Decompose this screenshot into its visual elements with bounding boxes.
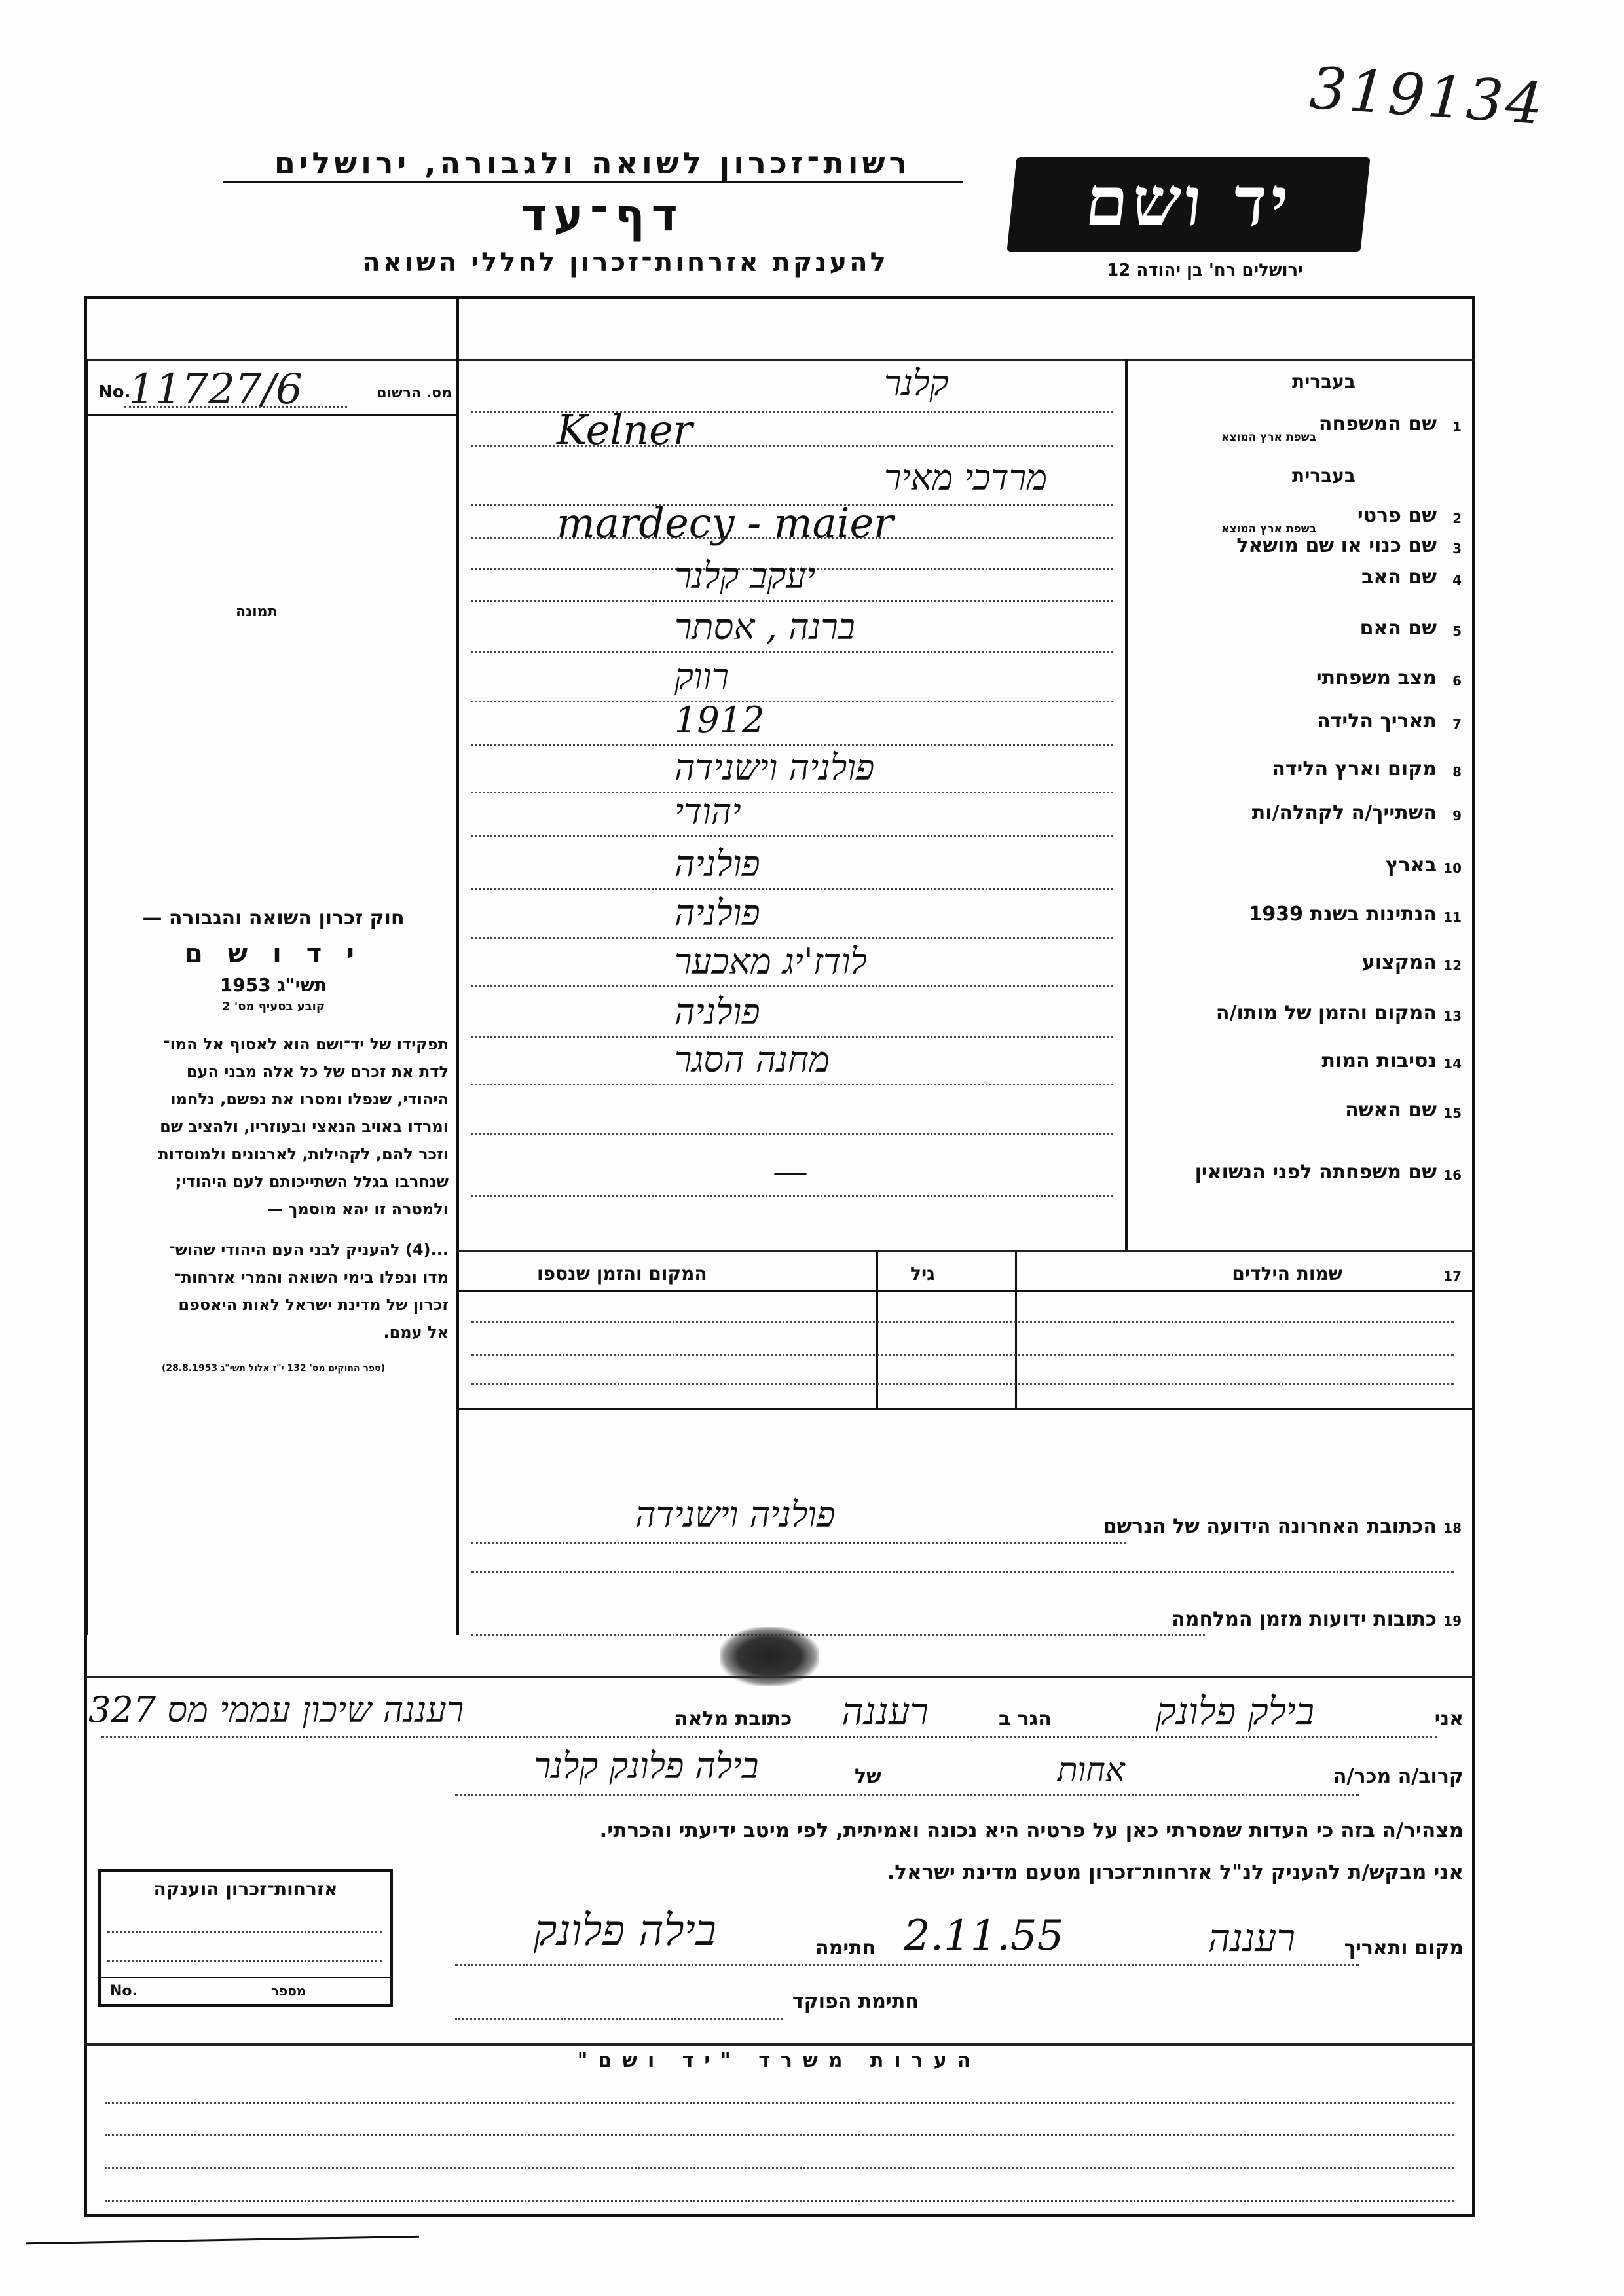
field-row[interactable] bbox=[458, 606, 1473, 657]
field-label: נסיבות המות bbox=[1321, 1049, 1437, 1072]
remarks-title: הערות משרד "יד ושם" bbox=[577, 2049, 982, 2072]
decl-statement-2: אני מבקש/ת להעניק לנ"ל אזרחות־זכרון מטעם מדינת ישראל. bbox=[887, 1861, 1464, 1884]
deceased-name-ref[interactable]: בילה פלונק קלנר bbox=[534, 1745, 759, 1787]
field-label: כתובות ידועות מזמן המלחמה bbox=[1172, 1608, 1437, 1631]
field-value-origin: Kelner bbox=[557, 406, 693, 454]
field-row[interactable] bbox=[458, 943, 1473, 992]
authority-name: רשות־זכרון לשואה ולגבורה, ירושלים bbox=[223, 145, 963, 183]
field-number: 10 bbox=[1443, 860, 1462, 876]
decl-place-date-label: מקום ותאריך bbox=[1344, 1937, 1464, 1959]
field-value: מחנה הסגר bbox=[674, 1039, 830, 1080]
field-label: בארץ bbox=[1385, 854, 1437, 877]
decl-ani: אני bbox=[1434, 1707, 1464, 1730]
law-text-line: מדו ונפלו בימי השואה והמרי אזרחות־ bbox=[174, 1268, 449, 1286]
declarant-relation[interactable]: אחות bbox=[1058, 1751, 1125, 1789]
photo-label: תמונה bbox=[236, 604, 278, 620]
law-source: (ספר החוקים מס' 132 י"ז אלול תשי"ג 28.8.1953) bbox=[161, 1363, 386, 1374]
field-label: הכתובת האחרונה הידועה של הנרשם bbox=[1103, 1515, 1437, 1538]
field-number: 2 bbox=[1452, 511, 1462, 526]
children-table[interactable] bbox=[458, 1252, 1473, 1462]
law-text-line: היהודי, שנפלו ומסרו את נפשם, נלחמו bbox=[170, 1090, 449, 1108]
field-row[interactable] bbox=[458, 699, 1473, 750]
law-name: י ד ו ש ם bbox=[185, 939, 362, 969]
field-row[interactable] bbox=[458, 1039, 1473, 1090]
field-value-hebrew: קלנר bbox=[884, 363, 949, 404]
law-text-line: תפקידו של יד־ושם הוא לאסוף אל המו־ bbox=[163, 1035, 449, 1053]
field-number: 3 bbox=[1452, 541, 1462, 556]
field-row[interactable] bbox=[458, 657, 1473, 707]
field-row[interactable] bbox=[458, 842, 1473, 894]
reg-prefix: No. bbox=[98, 382, 131, 402]
decl-officer-label: חתימת הפוקד bbox=[792, 1990, 919, 2013]
decl-signature[interactable]: בילה פלונק bbox=[534, 1905, 716, 1956]
field-value: — bbox=[773, 1150, 808, 1192]
decl-resident: הגר ב bbox=[999, 1707, 1052, 1730]
field-row[interactable] bbox=[458, 534, 1473, 575]
field-row[interactable] bbox=[458, 453, 1473, 545]
stamp-number-prefix: No. bbox=[110, 1983, 138, 1999]
citizenship-stamp-box[interactable] bbox=[98, 1869, 393, 2007]
form-title: דף־עד bbox=[521, 190, 684, 242]
decl-place[interactable]: רעננה bbox=[1208, 1916, 1296, 1960]
registration-field[interactable] bbox=[98, 365, 452, 414]
decl-relative-label: קרוב/ה מכר/ה bbox=[1333, 1765, 1464, 1788]
law-text-line: לדת את זכרם של כל אלה מבני העם bbox=[186, 1063, 449, 1081]
photo-placeholder[interactable] bbox=[92, 419, 452, 877]
field-number: 9 bbox=[1452, 808, 1462, 824]
field-label: מקום וארץ הלידה bbox=[1272, 757, 1437, 780]
field-number: 8 bbox=[1452, 764, 1462, 780]
field-label: השתייך/ה לקהלה/ות bbox=[1251, 801, 1437, 824]
ink-blot bbox=[720, 1627, 819, 1686]
field-value: רווק bbox=[674, 656, 729, 697]
field-last-address[interactable] bbox=[458, 1473, 1473, 1578]
field-row[interactable] bbox=[458, 992, 1473, 1042]
field-value: ברנה , אסתר bbox=[674, 606, 855, 647]
field-sublabel-hebrew: בעברית bbox=[1291, 465, 1356, 486]
stamp-number-label: מספר bbox=[271, 1983, 306, 1999]
field-number: 13 bbox=[1443, 1008, 1462, 1024]
field-label: מצב משפחתי bbox=[1316, 666, 1437, 689]
field-number: 15 bbox=[1443, 1105, 1462, 1121]
law-text-line: זכרון של מדינת ישראל לאות היאספם bbox=[178, 1296, 449, 1314]
field-sublabel-origin: בשפת ארץ המוצא bbox=[1221, 431, 1316, 444]
logo-address: ירושלים רח' בן יהודה 12 bbox=[1107, 261, 1303, 280]
field-row[interactable] bbox=[458, 1090, 1473, 1139]
law-text-line: אל עמם. bbox=[383, 1323, 449, 1341]
field-label: המקצוע bbox=[1361, 951, 1437, 974]
field-sublabel-hebrew: בעברית bbox=[1291, 371, 1356, 392]
field-row[interactable] bbox=[458, 359, 1473, 453]
field-value: פולניה bbox=[674, 843, 760, 884]
field-value: יהודי bbox=[674, 791, 741, 832]
field-number: 5 bbox=[1452, 623, 1462, 639]
field-value: פולניה וישנידה bbox=[674, 747, 875, 788]
law-title: חוק זכרון השואה והגבורה — bbox=[142, 907, 405, 930]
field-value-origin: mardecy - maier bbox=[557, 499, 893, 547]
field-number: 12 bbox=[1443, 958, 1462, 974]
law-text-line: וזכר להם, לקהילות, לארגונים ולמוסדות bbox=[158, 1145, 449, 1163]
remarks-area[interactable] bbox=[92, 2082, 1467, 2213]
law-clause: קובע בסעיף מס' 2 bbox=[221, 1000, 325, 1013]
field-value-hebrew: מרדכי מאיר bbox=[884, 457, 1048, 498]
field-row[interactable] bbox=[458, 894, 1473, 943]
field-label: שם האשה bbox=[1345, 1099, 1437, 1121]
field-value: יעקב קלנר bbox=[674, 555, 816, 596]
field-label: המקום והזמן של מותו/ה bbox=[1215, 1002, 1437, 1025]
law-text-line: שנחרבו בגלל השתייכותם לעם היהודי; bbox=[175, 1173, 449, 1191]
decl-date[interactable]: 2.11.55 bbox=[904, 1912, 1064, 1960]
decl-of-label: של bbox=[855, 1765, 881, 1788]
law-excerpt bbox=[98, 907, 449, 1374]
children-col-age: גיל bbox=[910, 1263, 935, 1285]
field-row[interactable] bbox=[458, 555, 1473, 606]
form-subtitle: להענקת אזרחות־זכרון לחללי השואה bbox=[362, 247, 889, 278]
field-number: 11 bbox=[1443, 909, 1462, 925]
field-label: שם המשפחה bbox=[1318, 412, 1437, 435]
field-value: פולניה וישנידה bbox=[635, 1494, 836, 1535]
field-label: שם כנוי או שם מושאל bbox=[1236, 534, 1437, 557]
field-number: 18 bbox=[1443, 1520, 1462, 1536]
declarant-name[interactable]: בילק פלונק bbox=[1156, 1689, 1315, 1734]
field-row[interactable] bbox=[458, 747, 1473, 798]
law-text-line: ולמטרה זו יהא מוסמך — bbox=[267, 1200, 449, 1218]
field-number: 19 bbox=[1443, 1613, 1462, 1629]
field-value: פולניה bbox=[674, 991, 760, 1032]
stamp-title: אזרחות־זכרון הוענקה bbox=[153, 1878, 338, 1900]
field-label: שם פרטי bbox=[1357, 504, 1437, 527]
field-label: תאריך הלידה bbox=[1317, 710, 1437, 733]
children-col-place: המקום והזמן שנספו bbox=[537, 1263, 707, 1285]
field-label: שם האם bbox=[1359, 617, 1437, 640]
field-value: פולניה bbox=[674, 892, 760, 934]
field-value: לודז'יג מאכער bbox=[674, 941, 867, 982]
reg-label: מס. הרשום bbox=[377, 385, 452, 401]
reg-number: 11727/6 bbox=[128, 365, 303, 414]
field-label: שם האב bbox=[1361, 566, 1437, 589]
yad-vashem-logo bbox=[1006, 157, 1370, 252]
decl-signature-label: חתימה bbox=[815, 1937, 876, 1959]
logo-text: יד ושם bbox=[1081, 161, 1297, 242]
field-label: שם משפחתה לפני הנשואין bbox=[1194, 1161, 1437, 1184]
law-text-line: ומרדו באויב הנאצי ובעוזריו, ולהציב שם bbox=[160, 1118, 449, 1136]
field-value: 1912 bbox=[674, 699, 765, 740]
decl-address-label: כתובת מלאה bbox=[674, 1707, 792, 1730]
field-number: 16 bbox=[1443, 1167, 1462, 1183]
archive-number: 319134 bbox=[1307, 54, 1548, 138]
field-number: 14 bbox=[1443, 1056, 1462, 1072]
field-row[interactable] bbox=[458, 1139, 1473, 1201]
children-col-names: שמות הילדים bbox=[1232, 1263, 1342, 1285]
field-label: הנתינות בשנת 1939 bbox=[1248, 903, 1437, 926]
field-number: 7 bbox=[1452, 716, 1462, 732]
law-year: תשי"ג 1953 bbox=[219, 974, 327, 996]
declarant-city[interactable]: רעננה bbox=[841, 1689, 929, 1734]
field-number: 17 bbox=[1443, 1268, 1462, 1284]
field-number: 1 bbox=[1452, 419, 1462, 435]
field-row[interactable] bbox=[458, 791, 1473, 842]
field-number: 6 bbox=[1452, 673, 1462, 689]
declarant-address[interactable]: רעננה שיכון עממי מס 327 bbox=[88, 1689, 464, 1730]
decl-statement-1: מצהיר/ה בזה כי העדות שמסרתי כאן על פרטיה היא נכונה ואמיתית, לפי מיטב ידיעתי והכרתי. bbox=[599, 1819, 1464, 1842]
law-text-line: ...(4) להעניק לבני העם היהודי שהוש־ bbox=[168, 1241, 449, 1259]
field-wartime-addresses[interactable] bbox=[458, 1584, 1473, 1643]
field-number: 4 bbox=[1452, 572, 1462, 588]
field-sublabel-origin: בשפת ארץ המוצא bbox=[1221, 522, 1316, 536]
